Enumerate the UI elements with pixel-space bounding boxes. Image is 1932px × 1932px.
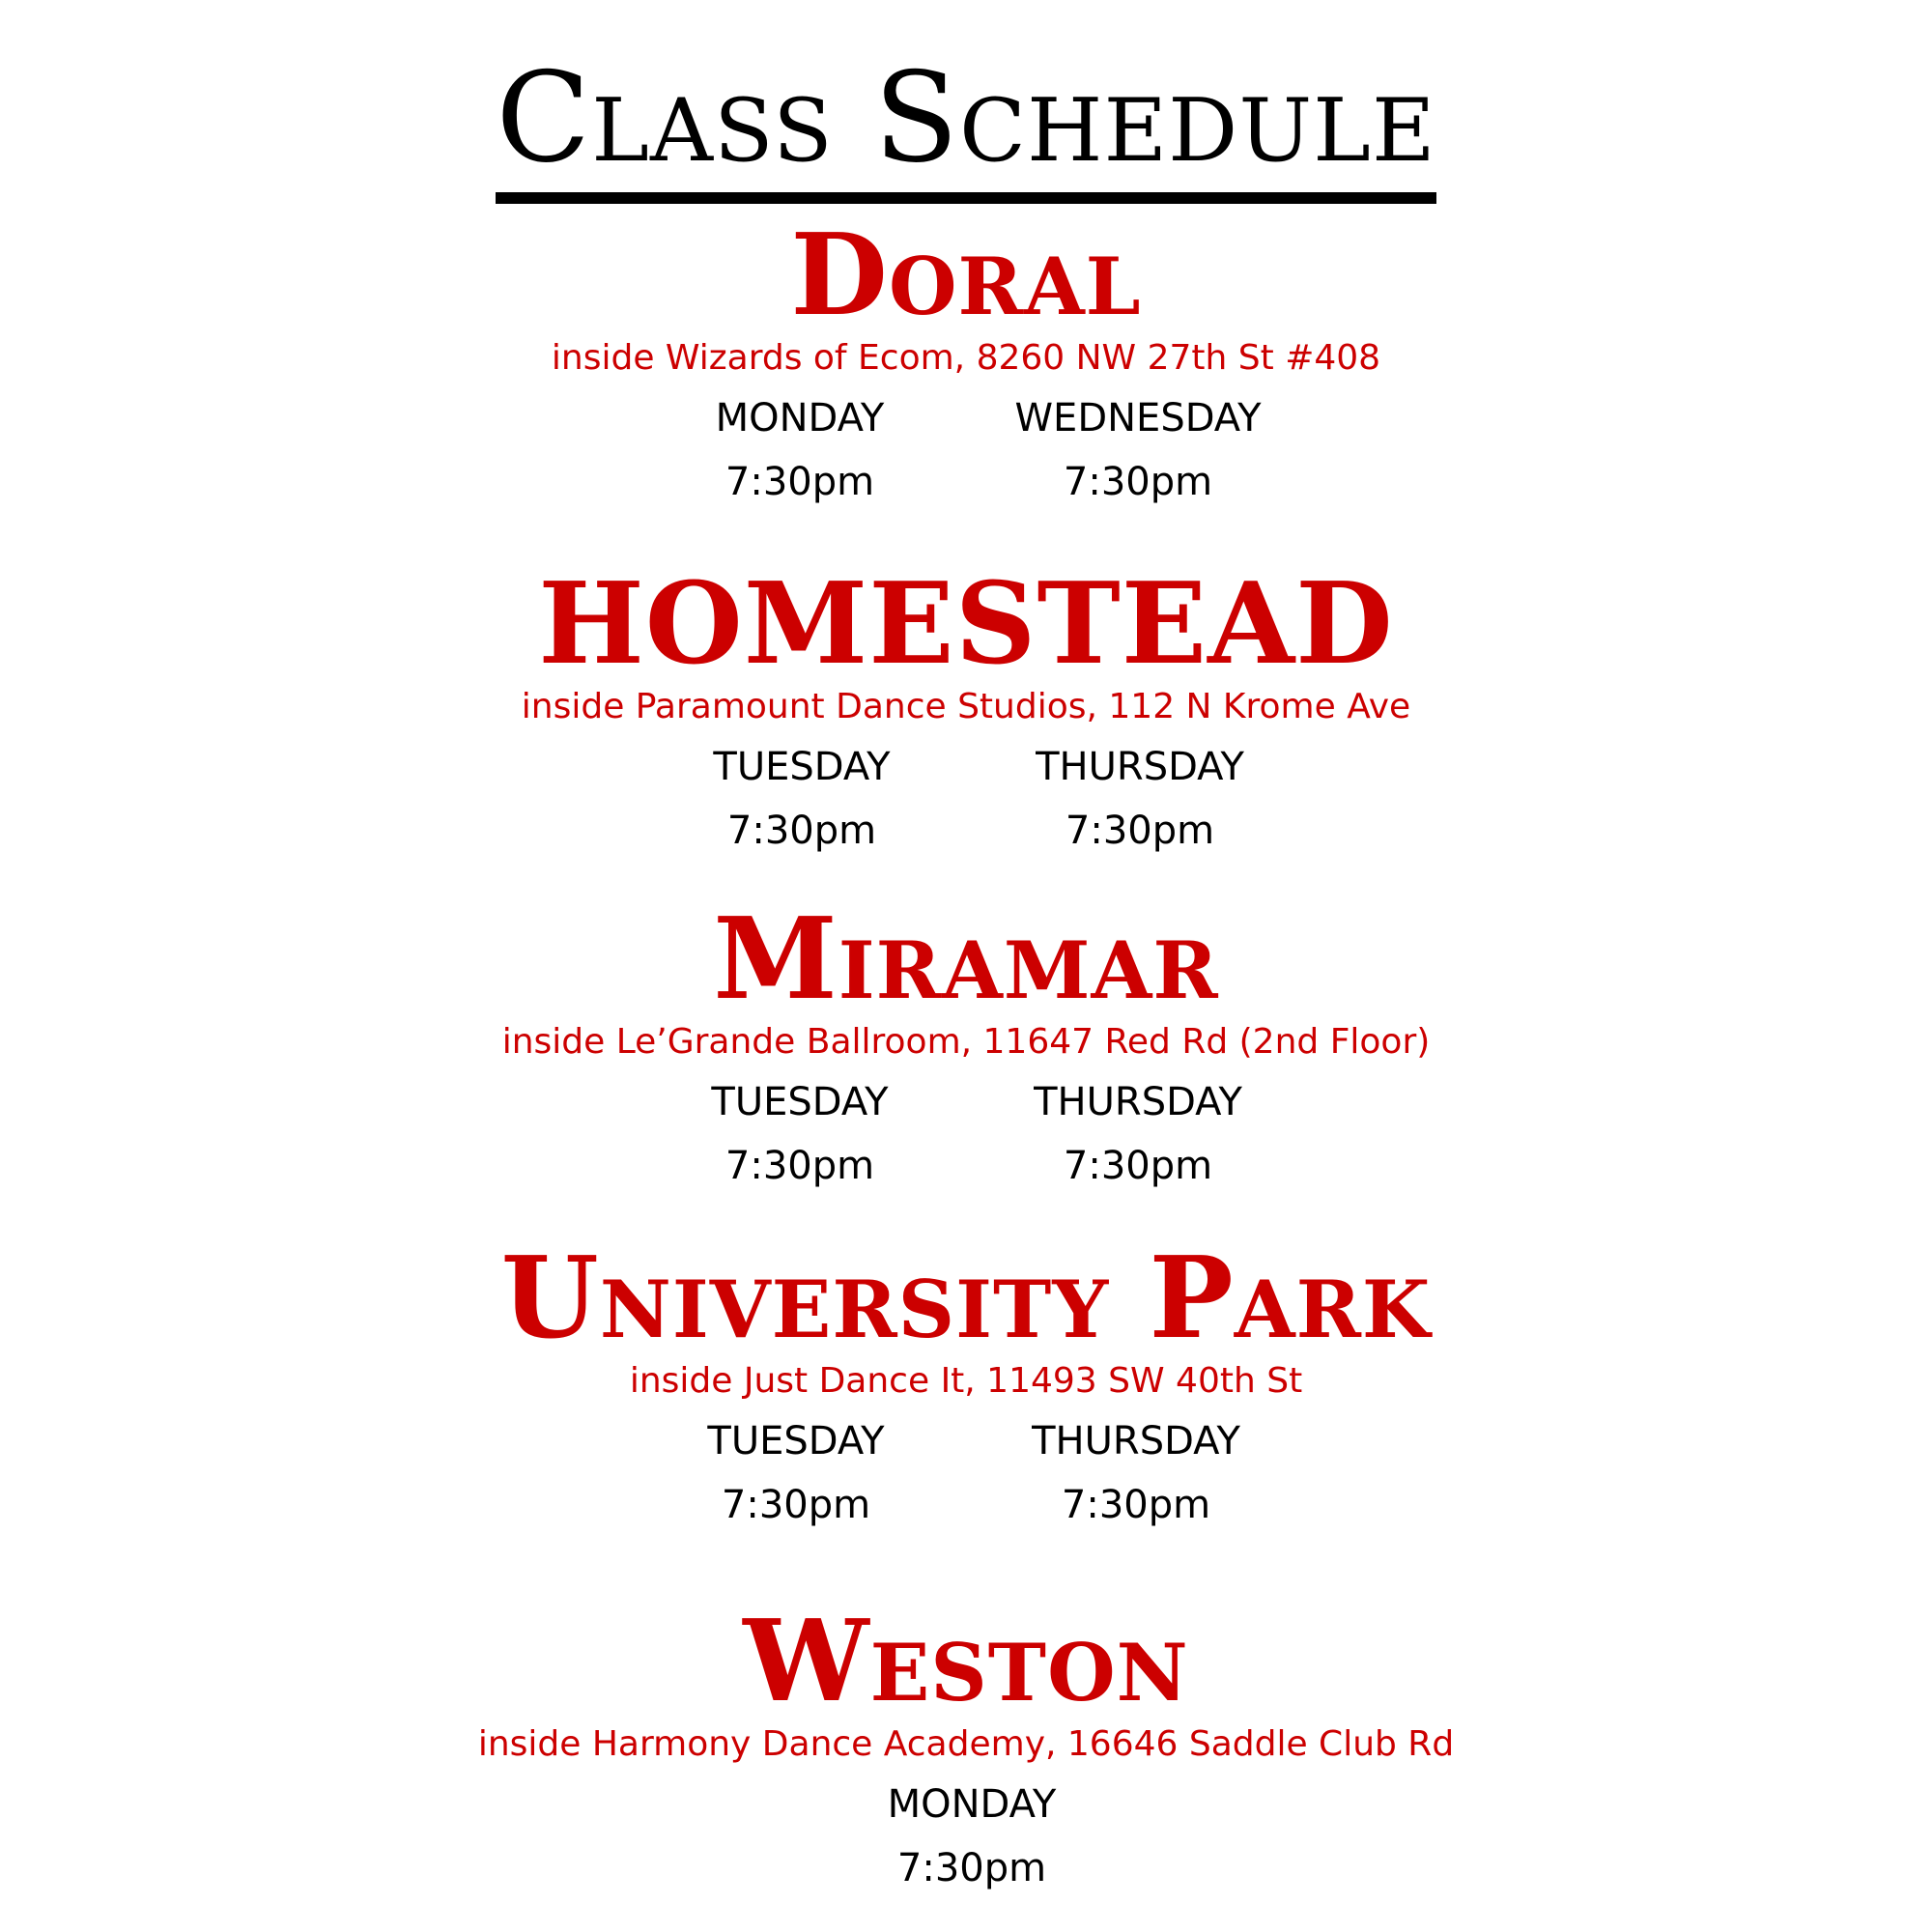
schedule-slot [976, 738, 1304, 860]
day-label: THURSDAY [1032, 1419, 1240, 1463]
location-weston [0, 1596, 1932, 1901]
time-label: 7:30pm [1065, 809, 1215, 853]
location-name: Weston [743, 1596, 1189, 1727]
day-label: TUESDAY [711, 1080, 889, 1124]
schedule-slot [974, 389, 1302, 511]
location-address: inside Wizards of Ecom, 8260 NW 27th St #408 [551, 338, 1381, 378]
schedule [0, 1073, 1932, 1199]
schedule-slot [974, 1073, 1302, 1195]
location-address: inside Just Dance It, 11493 SW 40th St [629, 1361, 1303, 1401]
location-address: inside Paramount Dance Studios, 112 N Krome Ave [521, 687, 1411, 726]
location-doral [0, 210, 1932, 515]
time-label: 7:30pm [726, 809, 877, 853]
time-label: 7:30pm [1063, 1144, 1213, 1188]
time-label: 7:30pm [721, 1483, 871, 1527]
schedule [0, 1776, 1932, 1901]
time-label: 7:30pm [1061, 1483, 1211, 1527]
location-university-park [0, 1233, 1932, 1538]
location-name: HOMESTEAD [538, 558, 1394, 690]
time-label: 7:30pm [1063, 460, 1213, 504]
schedule-slot [632, 1412, 960, 1534]
location-name: University Park [500, 1233, 1432, 1364]
day-label: TUESDAY [713, 745, 891, 789]
schedule [0, 1412, 1932, 1538]
time-label: 7:30pm [724, 1144, 875, 1188]
schedule [0, 738, 1932, 864]
schedule-slot [636, 389, 964, 511]
day-label: MONDAY [715, 396, 885, 440]
day-label: WEDNESDAY [1014, 396, 1262, 440]
time-label: 7:30pm [724, 460, 875, 504]
schedule-slot [636, 1073, 964, 1195]
day-label: THURSDAY [1034, 1080, 1242, 1124]
location-miramar [0, 894, 1932, 1199]
day-label: THURSDAY [1036, 745, 1244, 789]
day-label: MONDAY [887, 1782, 1057, 1827]
location-address: inside Harmony Dance Academy, 16646 Saddle Club Rd [477, 1724, 1455, 1764]
location-name: Doral [790, 210, 1142, 341]
schedule-slot [638, 738, 966, 860]
schedule [0, 389, 1932, 515]
schedule-slot [972, 1412, 1300, 1534]
page-title [0, 46, 1932, 190]
time-label: 7:30pm [896, 1846, 1047, 1890]
day-label: TUESDAY [707, 1419, 885, 1463]
schedule-slot [808, 1776, 1136, 1897]
location-name: Miramar [713, 894, 1219, 1025]
location-address: inside Le’Grande Ballroom, 11647 Red Rd (2nd Floor) [501, 1022, 1431, 1062]
page-title-text: Class Schedule [496, 46, 1435, 204]
location-homestead [0, 558, 1932, 864]
